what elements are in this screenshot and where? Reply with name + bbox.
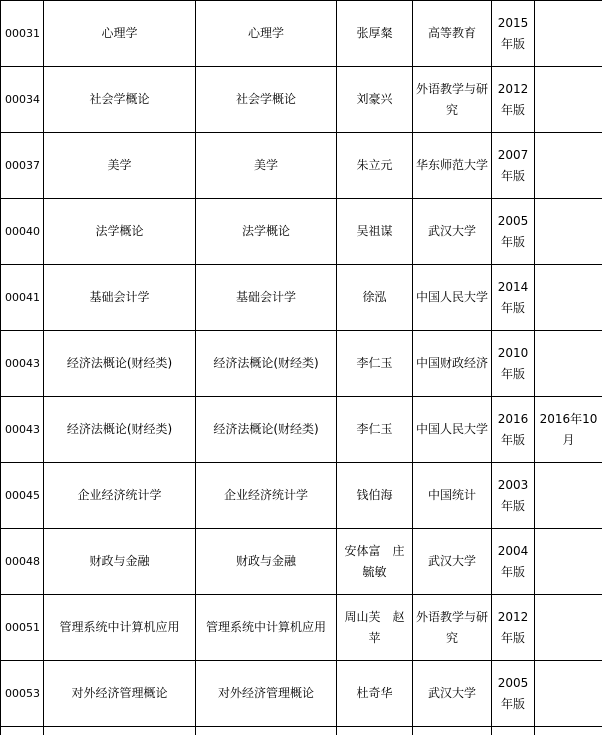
textbook-title-cell: 美学	[196, 133, 337, 199]
note-cell	[535, 661, 602, 727]
publisher-cell: 中国统计	[413, 463, 492, 529]
author-cell: 朱立元	[337, 133, 413, 199]
note-cell: 2016年10月	[535, 397, 602, 463]
course-name-cell: 法学概论	[44, 199, 196, 265]
note-cell	[535, 529, 602, 595]
publisher-cell: 华东师范大学	[413, 133, 492, 199]
note-cell	[535, 1, 602, 67]
author-cell: 周山芙 赵苹	[337, 595, 413, 661]
note-cell	[535, 265, 602, 331]
table-row-partial	[1, 727, 602, 736]
textbook-title-cell: 经济法概论(财经类)	[196, 397, 337, 463]
table-row	[1, 265, 602, 331]
note-cell	[535, 133, 602, 199]
edition-cell: 2012年版	[492, 67, 535, 133]
publisher-cell: 外语教学与研究	[413, 595, 492, 661]
empty-cell	[337, 727, 413, 736]
publisher-cell: 中国人民大学	[413, 265, 492, 331]
note-cell	[535, 331, 602, 397]
course-code-cell: 00041	[1, 265, 44, 331]
textbook-title-cell: 管理系统中计算机应用	[196, 595, 337, 661]
textbook-title-cell: 财政与金融	[196, 529, 337, 595]
course-code-cell: 00045	[1, 463, 44, 529]
publisher-cell: 中国财政经济	[413, 331, 492, 397]
edition-cell: 2012年版	[492, 595, 535, 661]
course-name-cell: 对外经济管理概论	[44, 661, 196, 727]
course-code-cell: 00040	[1, 199, 44, 265]
empty-cell	[535, 727, 602, 736]
course-code-cell: 00037	[1, 133, 44, 199]
course-code-cell: 00034	[1, 67, 44, 133]
course-name-cell: 企业经济统计学	[44, 463, 196, 529]
course-name-cell: 社会学概论	[44, 67, 196, 133]
table-row	[1, 331, 602, 397]
course-code-cell: 00048	[1, 529, 44, 595]
author-cell: 张厚粲	[337, 1, 413, 67]
textbook-title-cell: 企业经济统计学	[196, 463, 337, 529]
edition-cell: 2007年版	[492, 133, 535, 199]
note-cell	[535, 67, 602, 133]
course-name-cell: 财政与金融	[44, 529, 196, 595]
course-name-cell: 经济法概论(财经类)	[44, 331, 196, 397]
table-row	[1, 199, 602, 265]
textbook-title-cell: 基础会计学	[196, 265, 337, 331]
author-cell: 李仁玉	[337, 397, 413, 463]
course-name-cell: 美学	[44, 133, 196, 199]
empty-cell	[413, 727, 492, 736]
table-row	[1, 397, 602, 463]
textbook-title-cell: 经济法概论(财经类)	[196, 331, 337, 397]
empty-cell	[1, 727, 44, 736]
author-cell: 徐泓	[337, 265, 413, 331]
table-row	[1, 1, 602, 67]
textbook-title-cell: 社会学概论	[196, 67, 337, 133]
empty-cell	[492, 727, 535, 736]
textbook-title-cell: 心理学	[196, 1, 337, 67]
publisher-cell: 外语教学与研究	[413, 67, 492, 133]
empty-cell	[196, 727, 337, 736]
edition-cell: 2003年版	[492, 463, 535, 529]
edition-cell: 2010年版	[492, 331, 535, 397]
table-row	[1, 67, 602, 133]
publisher-cell: 武汉大学	[413, 199, 492, 265]
note-cell	[535, 463, 602, 529]
textbook-title-cell: 对外经济管理概论	[196, 661, 337, 727]
publisher-cell: 武汉大学	[413, 529, 492, 595]
note-cell	[535, 199, 602, 265]
author-cell: 安体富 庄毓敏	[337, 529, 413, 595]
course-code-cell: 00031	[1, 1, 44, 67]
course-name-cell: 基础会计学	[44, 265, 196, 331]
author-cell: 钱伯海	[337, 463, 413, 529]
edition-cell: 2005年版	[492, 661, 535, 727]
edition-cell: 2016年版	[492, 397, 535, 463]
empty-cell	[44, 727, 196, 736]
textbook-title-cell: 法学概论	[196, 199, 337, 265]
table-row	[1, 595, 602, 661]
course-name-cell: 管理系统中计算机应用	[44, 595, 196, 661]
publisher-cell: 高等教育	[413, 1, 492, 67]
table-body	[1, 1, 602, 736]
edition-cell: 2014年版	[492, 265, 535, 331]
table-row	[1, 661, 602, 727]
table-row	[1, 529, 602, 595]
edition-cell: 2015年版	[492, 1, 535, 67]
publisher-cell: 中国人民大学	[413, 397, 492, 463]
course-name-cell: 经济法概论(财经类)	[44, 397, 196, 463]
course-name-cell: 心理学	[44, 1, 196, 67]
author-cell: 杜奇华	[337, 661, 413, 727]
author-cell: 刘豪兴	[337, 67, 413, 133]
publisher-cell: 武汉大学	[413, 661, 492, 727]
author-cell: 李仁玉	[337, 331, 413, 397]
course-code-cell: 00051	[1, 595, 44, 661]
note-cell	[535, 595, 602, 661]
course-code-cell: 00043	[1, 397, 44, 463]
course-code-cell: 00053	[1, 661, 44, 727]
course-code-cell: 00043	[1, 331, 44, 397]
edition-cell: 2005年版	[492, 199, 535, 265]
edition-cell: 2004年版	[492, 529, 535, 595]
table-row	[1, 463, 602, 529]
author-cell: 吴祖谋	[337, 199, 413, 265]
table-row	[1, 133, 602, 199]
